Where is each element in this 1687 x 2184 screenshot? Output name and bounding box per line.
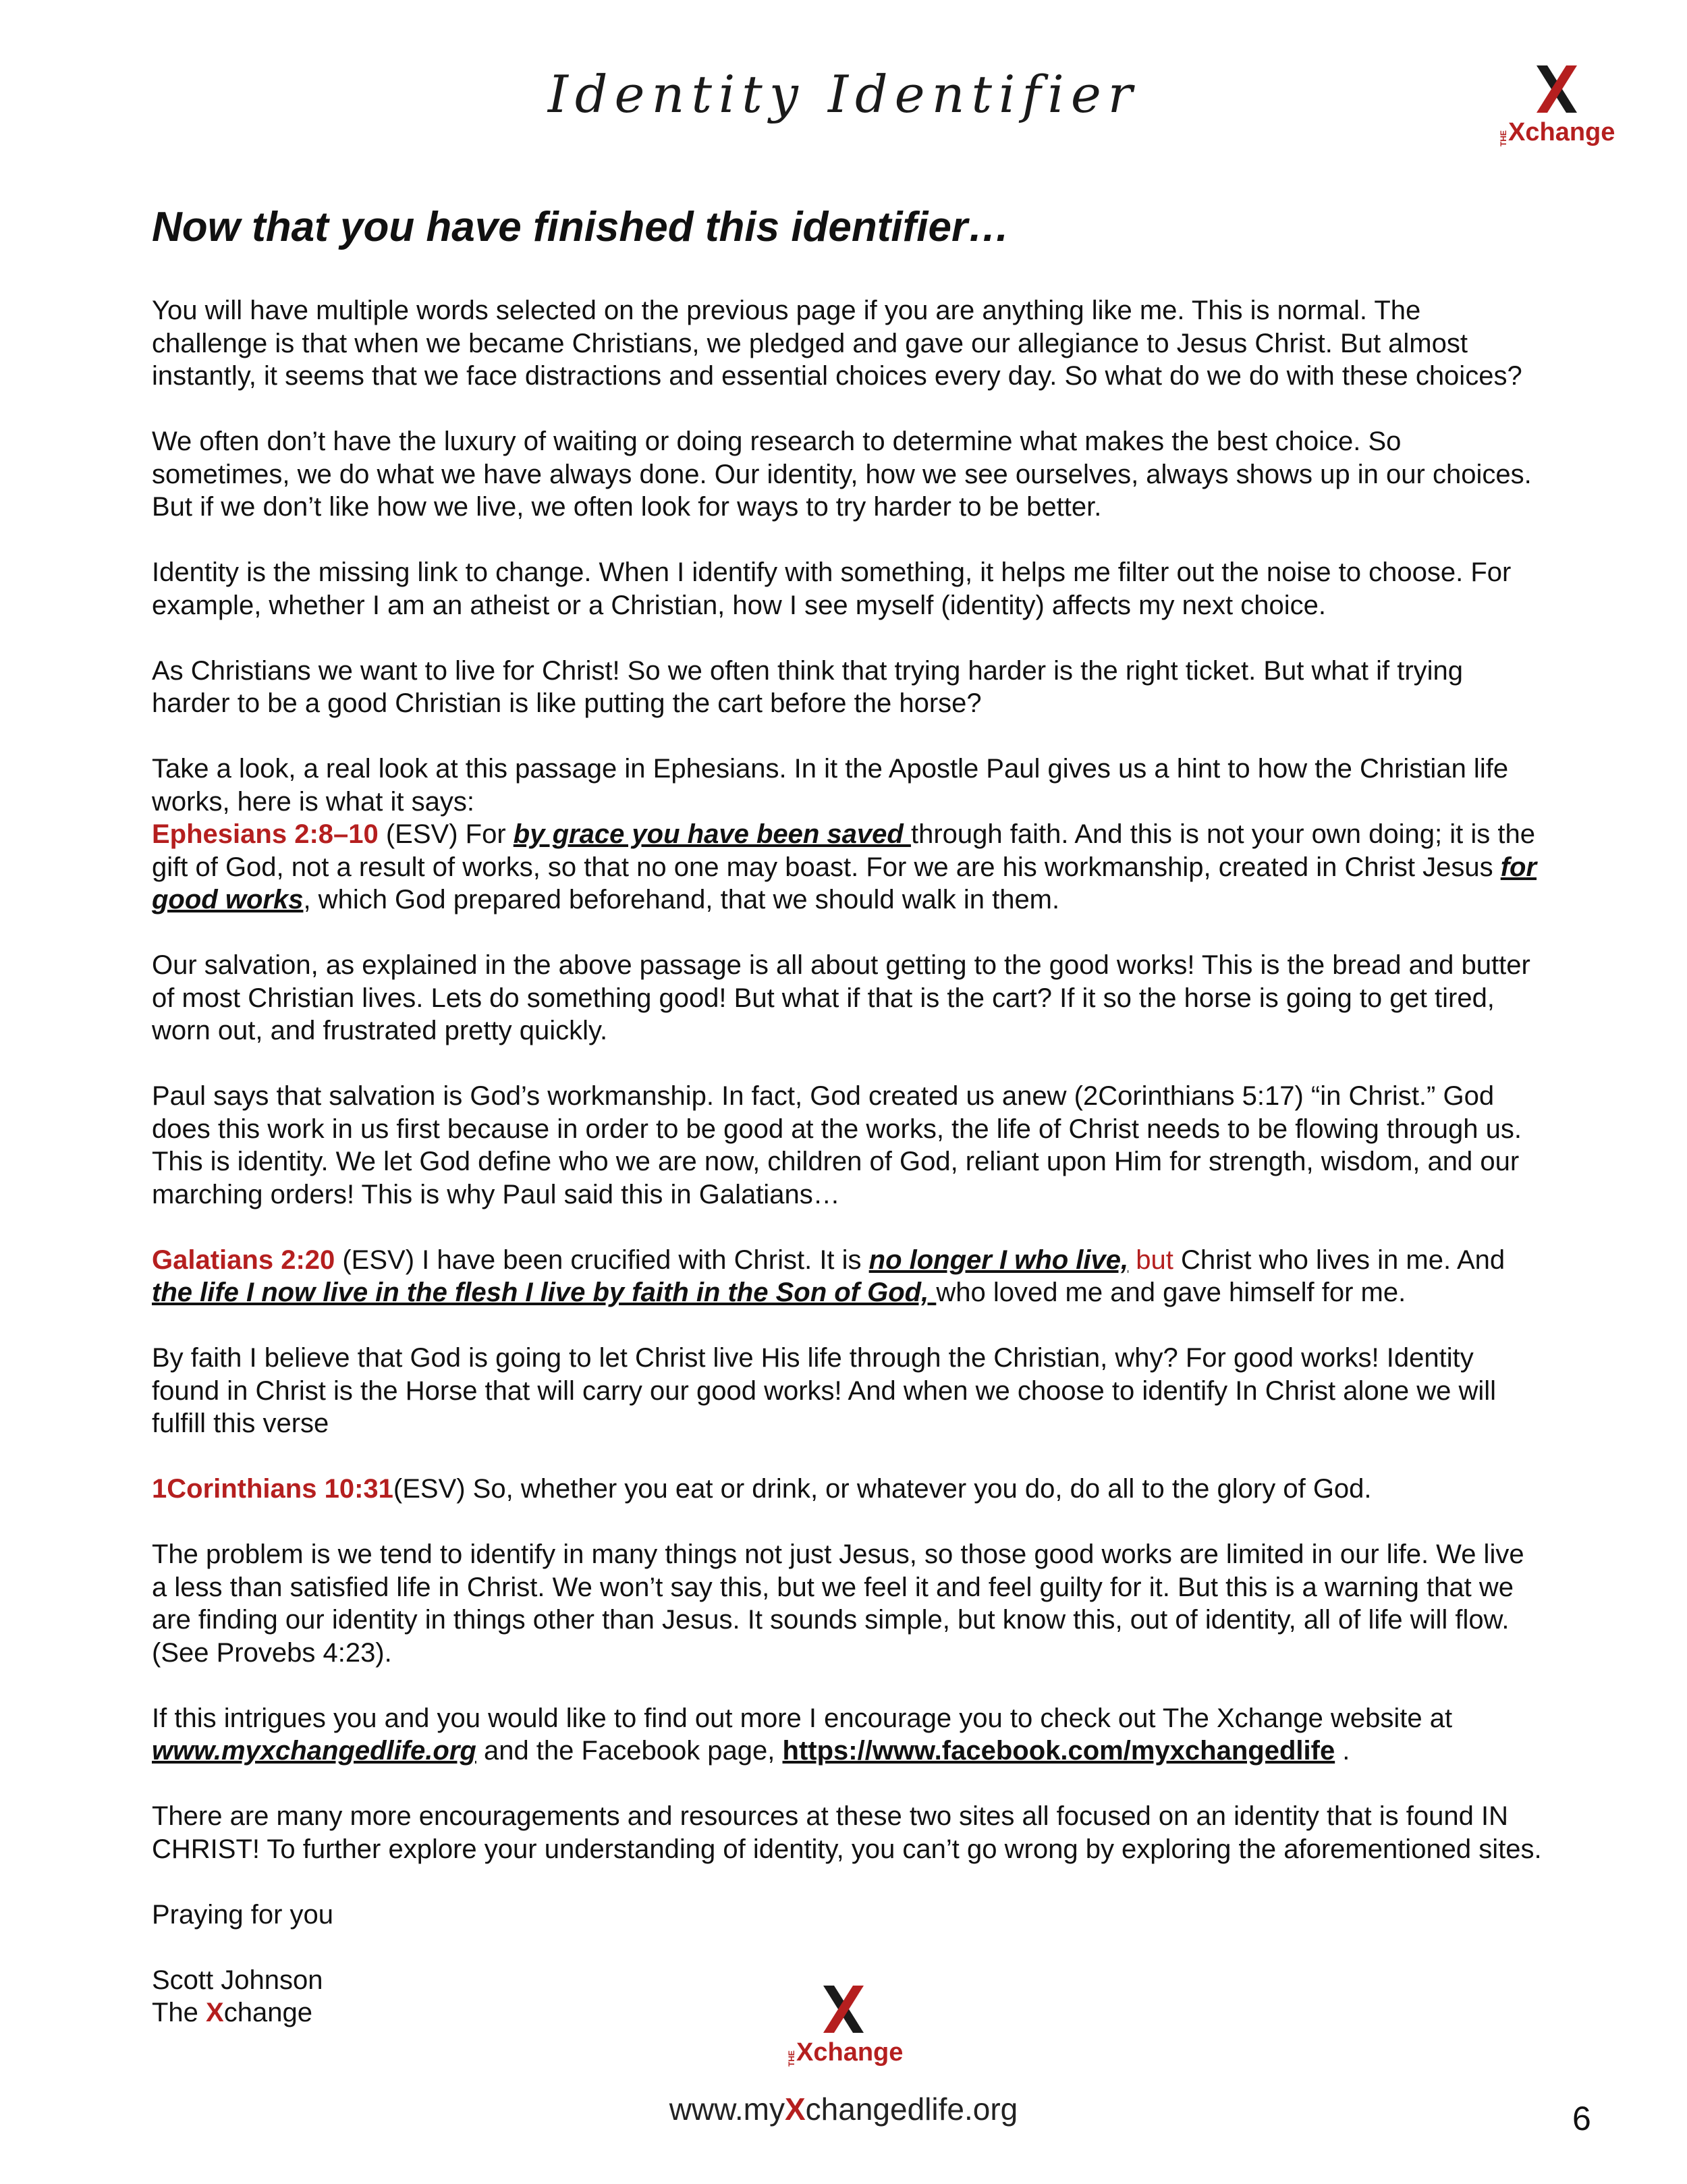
paragraph-workmanship: Paul says that salvation is God’s workmanship. In fact, God created us anew (2Corinthians 5:17) “in Christ.” God does this work in us first because in order to be good at the works, the life of Christ needs to be flowing through us. This is identity. We let God define who we are now, children of God, reliant upon Him for strength, wisdom, and our marching orders! This is why Paul said this in Galatians…: [152, 1081, 1522, 1209]
verse-corinthians: 1Corinthians 10:31(ESV) So, whether you eat or drink, or whatever you do, do all to the glory of God.: [152, 1474, 1372, 1504]
signature-org: The Xchange: [152, 1998, 312, 2027]
website-link[interactable]: www.myxchangedlife.org: [152, 1736, 476, 1766]
verse-emphasis: for good works: [152, 852, 1537, 914]
facebook-link[interactable]: https://www.facebook.com/myxchangedlife: [782, 1736, 1335, 1766]
logo-brand-text: Xchange: [1508, 118, 1615, 146]
verse-galatians: Galatians 2:20 (ESV) I have been crucified with Christ. It is no longer I who live, but Christ who lives in me. And the life I now live in the flesh I live by faith in the Son of God, who loved me and gave himself for me.: [152, 1245, 1505, 1307]
paragraph-salvation: Our salvation, as explained in the above passage is all about getting to the good works! This is the bread and butter of most Christian lives. Lets do something good! But what if that is the cart? If it so the horse is going to get tired, worn out, and frustrated pretty quickly.: [152, 950, 1530, 1045]
paragraph-choices: You will have multiple words selected on the previous page if you are anything like me. This is normal. The challenge is that when we became Christians, we pledged and gave our allegiance to Jesus Christ. But almost instantly, it seems that we face distractions and essential choices every day. So what do we do with these choices?: [152, 296, 1522, 391]
verse-reference: Ephesians 2:8–10: [152, 819, 379, 849]
paragraph-ephesians-intro: Take a look, a real look at this passage in Ephesians. In it the Apostle Paul gives us a hint to how the Christian life works, here is what it says:: [152, 754, 1509, 817]
verse-reference: 1Corinthians 10:31: [152, 1474, 393, 1504]
page-title: Identity Identifier: [547, 64, 1140, 124]
xchange-logo-footer: [769, 1984, 904, 2072]
verse-emphasis: the life I now live in the flesh I live by faith in the Son of God,: [152, 1278, 937, 1307]
paragraph-by-faith: By faith I believe that God is going to let Christ live His life through the Christian, why? For good works! Identity found in Christ is the Horse that will carry our good works! And when we choose to identify In Christ alone we will fulfill this verse: [152, 1343, 1497, 1438]
closing-praying: Praying for you: [152, 1899, 334, 1930]
verse-emphasis: no longer I who live,: [868, 1245, 1129, 1275]
verse-ephesians: Ephesians 2:8–10 (ESV) For by grace you have been saved through faith. And this is not your own doing; it is the gift of God, not a result of works, so that no one may boast. For we are his workmanship, created in Christ Jesus for good works, which God prepared beforehand, that we should walk in them.: [152, 819, 1537, 914]
logo-the-text: THE: [1499, 130, 1508, 146]
verse-emphasis: by grace you have been saved: [513, 819, 911, 849]
logo-brand-text: Xchange: [796, 2038, 904, 2067]
x-mark-icon: [822, 1984, 865, 2034]
verse-reference: Galatians 2:20: [152, 1245, 335, 1275]
page-number: 6: [1572, 2100, 1591, 2137]
document-body: [152, 202, 1542, 2029]
paragraph-links: If this intrigues you and you would like to find out more I encourage you to check out The Xchange website at www.myxchangedlife.org and the Facebook page, https://www.facebook.com/myxchangedlife .: [152, 1703, 1453, 1766]
paragraph-problem: The problem is we tend to identify in many things not just Jesus, so those good works are limited in our life. We live a less than satisfied life in Christ. We won’t say this, but we feel it and feel guilty for it. But this is a warning that we are finding our identity in things other than Jesus. It sounds simple, but know this, out of identity, all of life will flow. (See Provebs 4:23).: [152, 1539, 1524, 1668]
x-mark-icon: [1535, 64, 1578, 114]
section-heading: Now that you have finished this identifier…: [152, 204, 1010, 250]
footer-url: www.myXchangedlife.org: [669, 2092, 1018, 2127]
signature-name: Scott Johnson: [152, 1965, 323, 1995]
paragraph-cart-horse: As Christians we want to live for Christ! So we often think that trying harder is the right ticket. But what if trying harder to be a good Christian is like putting the cart before the horse?: [152, 655, 1464, 718]
paragraph-luxury: We often don’t have the luxury of waiting or doing research to determine what makes the best choice. So sometimes, we do what we have always done. Our identity, how we see ourselves, always shows up in our choices. But if we don’t like how we live, we often look for ways to try harder to be better.: [152, 427, 1532, 522]
paragraph-missing-link: Identity is the missing link to change. When I identify with something, it helps me filter out the noise to choose. For example, whether I am an atheist or a Christian, how I see myself (identity) affects my next choice.: [152, 557, 1512, 620]
logo-the-text: THE: [787, 2050, 796, 2067]
paragraph-resources: There are many more encouragements and resources at these two sites all focused on an identity that is found IN CHRIST! To further explore your understanding of identity, you can’t go wrong by exploring the aforementioned sites.: [152, 1801, 1542, 1864]
xchange-logo: [1488, 64, 1623, 152]
